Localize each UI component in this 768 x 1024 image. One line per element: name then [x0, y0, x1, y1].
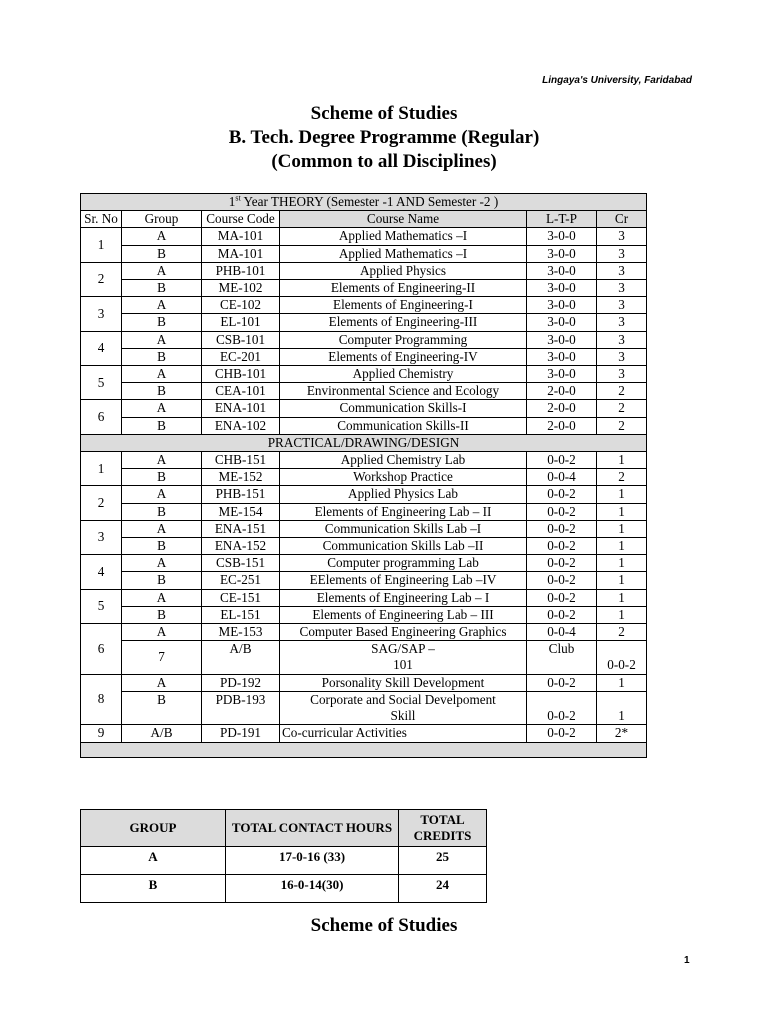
- ltp-cell: 0-0-4: [527, 624, 597, 641]
- course-name: Applied Chemistry Lab: [280, 452, 527, 469]
- credit-cell: 1: [597, 572, 647, 589]
- course-name: Elements of Engineering-I: [280, 297, 527, 314]
- table-row: [81, 280, 647, 297]
- title-scheme: Scheme of Studies: [310, 103, 458, 124]
- group-cell: B: [122, 503, 202, 520]
- ltp-cell: 0-0-2: [527, 452, 597, 469]
- totals-header-credits: TOTAL CREDITS: [399, 810, 487, 847]
- ltp-cell: 3-0-0: [527, 280, 597, 297]
- course-code: ENA-102: [202, 417, 280, 434]
- course-code: CHB-101: [202, 366, 280, 383]
- theory-caption-row: [81, 194, 647, 211]
- table-row: [81, 486, 647, 503]
- ltp-cell: 0-0-2: [527, 555, 597, 572]
- ltp-cell: 3-0-0: [527, 228, 597, 245]
- group-cell: A: [122, 589, 202, 606]
- table-row: [81, 348, 647, 365]
- credit-cell: 3: [597, 280, 647, 297]
- course-code: PHB-151: [202, 486, 280, 503]
- course-name: Co-curricular Activities: [280, 725, 527, 742]
- table-row: [81, 469, 647, 486]
- ltp-cell: 3-0-0: [527, 366, 597, 383]
- theory-caption: 1st Year THEORY (Semester -1 AND Semester -2 ): [81, 194, 647, 211]
- group-cell: A/B: [122, 725, 202, 742]
- ltp-cell: 3-0-0: [527, 314, 597, 331]
- title-programme: B. Tech. Degree Programme (Regular): [228, 127, 540, 148]
- practical-caption: PRACTICAL/DRAWING/DESIGN: [81, 434, 647, 451]
- group-cell: A/B: [202, 641, 280, 674]
- group-cell: A: [122, 297, 202, 314]
- course-name-line: Corporate and Social Develpoment: [310, 691, 496, 707]
- header-group: Group: [122, 211, 202, 228]
- page-number: 1: [684, 955, 690, 966]
- course-name: [280, 691, 527, 724]
- serial-number: 1: [81, 452, 122, 486]
- group-cell: A: [122, 486, 202, 503]
- ltp-cell: 0-0-2: [527, 572, 597, 589]
- credit-cell: 3: [597, 228, 647, 245]
- table-row: [81, 245, 647, 262]
- course-code: ENA-101: [202, 400, 280, 417]
- course-code: ME-153: [202, 624, 280, 641]
- credit-cell: 3: [597, 262, 647, 279]
- course-code: CE-102: [202, 297, 280, 314]
- ltp-cell: 2-0-0: [527, 400, 597, 417]
- course-code: CHB-151: [202, 452, 280, 469]
- table-row: [81, 383, 647, 400]
- serial-number: 4: [81, 331, 122, 365]
- header-code: Course Code: [202, 211, 280, 228]
- credit-cell: 3: [597, 297, 647, 314]
- serial-number: 6: [81, 400, 122, 434]
- course-code: PD-191: [202, 725, 280, 742]
- table-row: [81, 691, 647, 724]
- credit-cell: 3: [597, 314, 647, 331]
- courses-table: [80, 193, 647, 758]
- credit-cell: 2: [597, 624, 647, 641]
- ltp-cell: 0-0-2: [527, 520, 597, 537]
- course-code: ENA-152: [202, 538, 280, 555]
- credit-cell: 1: [597, 538, 647, 555]
- group-cell: B: [122, 245, 202, 262]
- course-code: ME-154: [202, 503, 280, 520]
- table-row: [81, 331, 647, 348]
- group-cell: A: [122, 400, 202, 417]
- totals-header-contact: TOTAL CONTACT HOURS: [226, 810, 399, 847]
- serial-number: 2: [81, 486, 122, 520]
- totals-group: A: [81, 847, 226, 875]
- course-name: Applied Mathematics –I: [280, 245, 527, 262]
- course-code: PD-192: [202, 674, 280, 691]
- credit-cell: 2*: [597, 725, 647, 742]
- credit-cell: 1: [597, 503, 647, 520]
- ltp-cell: 3-0-0: [527, 331, 597, 348]
- course-code: EC-201: [202, 348, 280, 365]
- credit-cell: 3: [597, 331, 647, 348]
- serial-number: 8: [81, 674, 122, 725]
- course-code: EC-251: [202, 572, 280, 589]
- ltp-cell: 0-0-2: [527, 589, 597, 606]
- course-name: Elements of Engineering Lab – I: [280, 589, 527, 606]
- table-row: [81, 503, 647, 520]
- credit-cell: 1: [597, 606, 647, 623]
- course-code-line: SAG/SAP –: [371, 641, 435, 657]
- totals-group: B: [81, 875, 226, 903]
- serial-number: 2: [81, 262, 122, 296]
- serial-number: 3: [81, 297, 122, 331]
- footer-heading: Scheme of Studies: [310, 915, 458, 936]
- table-row: [81, 624, 647, 641]
- course-name: Computer programming Lab: [280, 555, 527, 572]
- ltp-cell: 3-0-0: [527, 297, 597, 314]
- table-row: [81, 228, 647, 245]
- header-sr: Sr. No: [81, 211, 122, 228]
- course-name: Elements of Engineering Lab – II: [280, 503, 527, 520]
- course-name: Club: [527, 641, 597, 674]
- credit-cell: 2: [597, 383, 647, 400]
- ltp-cell: 0-0-2: [527, 725, 597, 742]
- practical-caption-row: [81, 434, 647, 451]
- header-cr: Cr: [597, 211, 647, 228]
- credit-cell: 1: [597, 452, 647, 469]
- course-code: ENA-151: [202, 520, 280, 537]
- totals-header-group: GROUP: [81, 810, 226, 847]
- university-header: Lingaya's University, Faridabad: [542, 75, 692, 86]
- credit-cell: 2: [597, 417, 647, 434]
- table-row: [81, 262, 647, 279]
- course-name: Applied Physics Lab: [280, 486, 527, 503]
- course-name: Porsonality Skill Development: [280, 674, 527, 691]
- totals-table: [80, 809, 487, 903]
- group-cell: A: [122, 674, 202, 691]
- group-cell: B: [122, 538, 202, 555]
- course-name: Elements of Engineering-II: [280, 280, 527, 297]
- course-code: EL-151: [202, 606, 280, 623]
- course-name: EElements of Engineering Lab –IV: [280, 572, 527, 589]
- table-footer-row: [81, 742, 647, 757]
- group-cell: A: [122, 228, 202, 245]
- ltp-cell: 0-0-4: [527, 469, 597, 486]
- credit-cell: 1: [597, 555, 647, 572]
- course-code: PDB-193: [202, 691, 280, 724]
- serial-number: 9: [81, 725, 122, 742]
- ltp-cell: 0-0-2: [527, 674, 597, 691]
- course-code: CSB-151: [202, 555, 280, 572]
- totals-credits: 25: [399, 847, 487, 875]
- ltp-cell: 0-0-2: [597, 641, 647, 674]
- table-row: [81, 572, 647, 589]
- course-name-line: Skill: [390, 708, 416, 724]
- table-row: [81, 589, 647, 606]
- table-row: [81, 674, 647, 691]
- serial-number: 1: [81, 228, 122, 262]
- totals-row: [81, 847, 487, 875]
- group-cell: A: [122, 452, 202, 469]
- header-name: Course Name: [280, 211, 527, 228]
- totals-contact: 16-0-14(30): [226, 875, 399, 903]
- group-cell: B: [122, 314, 202, 331]
- course-code-line: 101: [393, 657, 413, 673]
- document-title-block: [0, 102, 768, 174]
- totals-row: [81, 875, 487, 903]
- serial-number: 7: [122, 641, 202, 674]
- table-footer-cell: [81, 742, 647, 757]
- ltp-cell: 0-0-2: [527, 486, 597, 503]
- course-name: Applied Physics: [280, 262, 527, 279]
- group-cell: B: [122, 383, 202, 400]
- course-code: MA-101: [202, 228, 280, 245]
- table-row: [81, 555, 647, 572]
- course-code: CSB-101: [202, 331, 280, 348]
- table-row: [81, 452, 647, 469]
- ltp-cell: 0-0-2: [527, 538, 597, 555]
- group-cell: B: [122, 572, 202, 589]
- table-row: [81, 520, 647, 537]
- course-name: Applied Mathematics –I: [280, 228, 527, 245]
- course-code: CEA-101: [202, 383, 280, 400]
- credit-cell: 3: [597, 245, 647, 262]
- credit-cell: 1: [597, 674, 647, 691]
- course-name: Communication Skills-I: [280, 400, 527, 417]
- group-cell: B: [122, 348, 202, 365]
- group-cell: B: [122, 606, 202, 623]
- ltp-cell: 3-0-0: [527, 245, 597, 262]
- table-row: [81, 314, 647, 331]
- table-row: [81, 400, 647, 417]
- course-name: Workshop Practice: [280, 469, 527, 486]
- serial-number: 5: [81, 366, 122, 400]
- course-code: CE-151: [202, 589, 280, 606]
- course-name: Environmental Science and Ecology: [280, 383, 527, 400]
- group-cell: A: [122, 624, 202, 641]
- course-code: MA-101: [202, 245, 280, 262]
- ltp-cell: 2-0-0: [527, 417, 597, 434]
- course-code: [280, 641, 527, 674]
- course-code: ME-102: [202, 280, 280, 297]
- group-cell: B: [122, 469, 202, 486]
- group-cell: A: [122, 520, 202, 537]
- course-name: Applied Chemistry: [280, 366, 527, 383]
- ltp-cell: 0-0-2: [527, 691, 597, 724]
- table-row: [81, 366, 647, 383]
- totals-header-row: [81, 810, 487, 847]
- serial-number: 5: [81, 589, 122, 623]
- ltp-cell: 0-0-2: [527, 606, 597, 623]
- credit-cell: 1: [597, 486, 647, 503]
- course-code: ME-152: [202, 469, 280, 486]
- course-name: Elements of Engineering-III: [280, 314, 527, 331]
- credit-cell: 2: [597, 469, 647, 486]
- header-ltp: L-T-P: [527, 211, 597, 228]
- course-name: Communication Skills Lab –I: [280, 520, 527, 537]
- credit-cell: 1: [597, 691, 647, 724]
- course-name: Communication Skills-II: [280, 417, 527, 434]
- ltp-cell: 0-0-2: [527, 503, 597, 520]
- course-name: Computer Based Engineering Graphics: [280, 624, 527, 641]
- table-row: [81, 538, 647, 555]
- totals-credits: 24: [399, 875, 487, 903]
- title-common: (Common to all Disciplines): [271, 151, 497, 172]
- table-row: [81, 641, 647, 674]
- ltp-cell: 3-0-0: [527, 348, 597, 365]
- table-row: [81, 725, 647, 742]
- course-name: Computer Programming: [280, 331, 527, 348]
- group-cell: A: [122, 331, 202, 348]
- group-cell: B: [122, 280, 202, 297]
- credit-cell: 1: [597, 589, 647, 606]
- group-cell: A: [122, 366, 202, 383]
- ltp-cell: 2-0-0: [527, 383, 597, 400]
- table-header-row: [81, 211, 647, 228]
- totals-contact: 17-0-16 (33): [226, 847, 399, 875]
- course-name: Communication Skills Lab –II: [280, 538, 527, 555]
- credit-cell: 2: [597, 400, 647, 417]
- ltp-cell: 3-0-0: [527, 262, 597, 279]
- course-name: Elements of Engineering Lab – III: [280, 606, 527, 623]
- group-cell: B: [122, 417, 202, 434]
- group-cell: B: [122, 691, 202, 724]
- table-row: [81, 417, 647, 434]
- course-code: EL-101: [202, 314, 280, 331]
- course-name: Elements of Engineering-IV: [280, 348, 527, 365]
- serial-number: 6: [81, 624, 122, 675]
- serial-number: 3: [81, 520, 122, 554]
- credit-cell: 3: [597, 366, 647, 383]
- credit-cell: 1: [597, 520, 647, 537]
- group-cell: A: [122, 555, 202, 572]
- table-row: [81, 606, 647, 623]
- group-cell: A: [122, 262, 202, 279]
- course-code: PHB-101: [202, 262, 280, 279]
- serial-number: 4: [81, 555, 122, 589]
- table-row: [81, 297, 647, 314]
- credit-cell: 3: [597, 348, 647, 365]
